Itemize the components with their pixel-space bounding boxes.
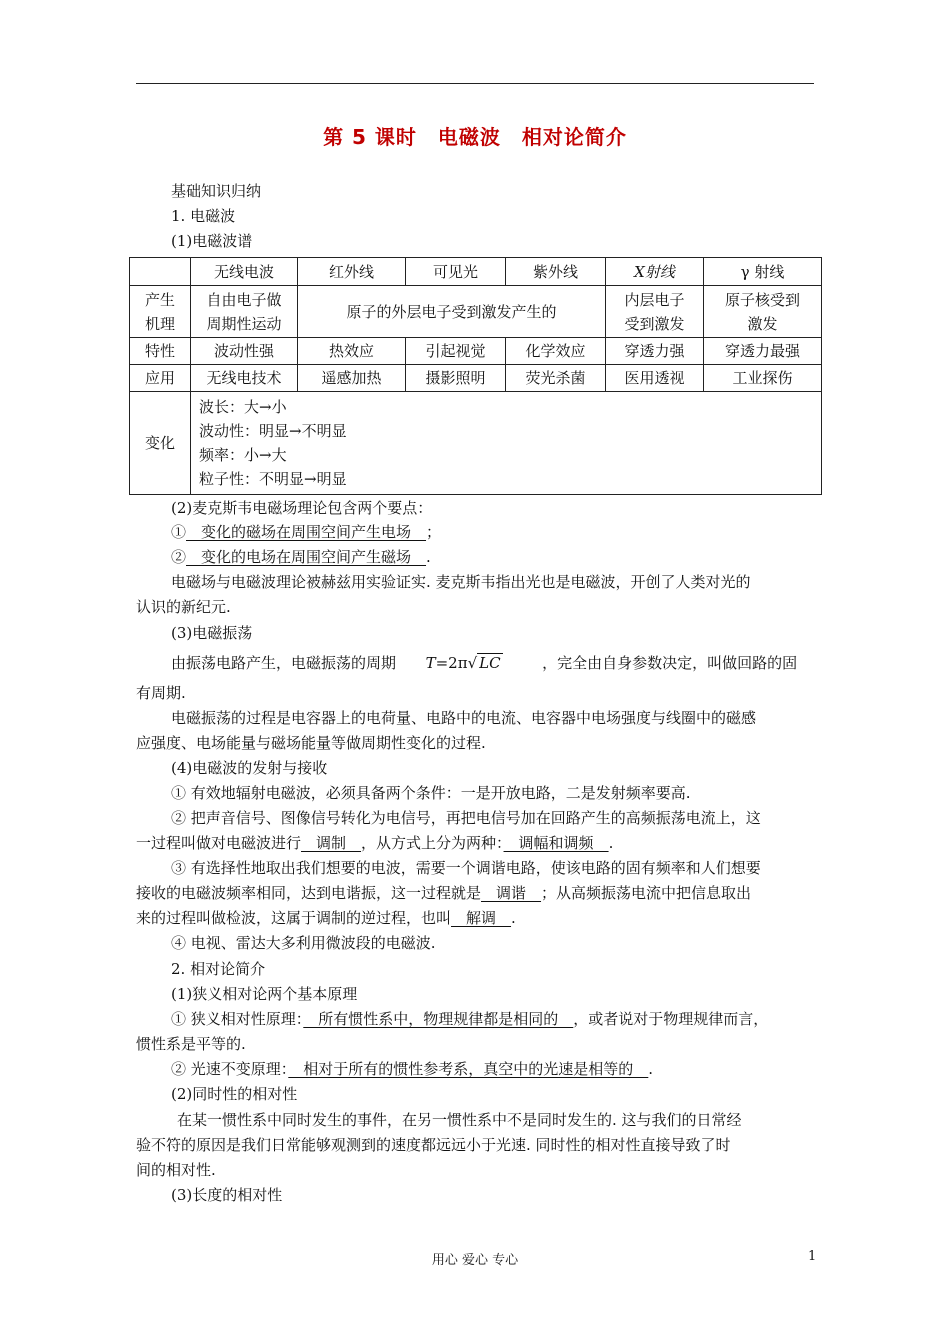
cell-line: 激发 [747, 314, 778, 333]
cell-line: 受到激发 [624, 314, 685, 333]
table-cell: 化学效应 [506, 338, 606, 365]
text: ① [171, 523, 187, 541]
cell-line: 产生 [144, 290, 175, 309]
table-cell: 穿透力强 [606, 338, 704, 365]
spectrum-table [129, 257, 822, 495]
text: ； [426, 523, 442, 541]
paragraph-line [136, 833, 613, 853]
cell-line: 周期性运动 [206, 314, 282, 333]
table-cell [191, 392, 822, 495]
cell-line: 原子核受到 [724, 290, 800, 309]
paragraph-line: 在某一惯性系中同时发生的事件，在另一惯性系中不是同时发生的. 这与我们的日常经 [177, 1111, 742, 1129]
paragraph-line: ④ 电视、雷达大多利用微波段的电磁波. [171, 934, 436, 952]
paragraph-line [136, 908, 516, 928]
fill-blank: 变化的磁场在周围空间产生电场 [186, 523, 427, 541]
cell-line: 波长：大→小 [199, 398, 287, 416]
table-cell: 引起视觉 [406, 338, 506, 365]
paragraph-line: 电磁振荡的过程是电容器上的电荷量、电路中的电流、电容器中电场强度与线圈中的磁感 [171, 709, 757, 727]
table-row-feature [130, 338, 822, 365]
cell-line: 波动性：明显→不明显 [199, 422, 347, 440]
paragraph-line: 惯性系是平等的. [136, 1035, 246, 1053]
page-footer: 用心 爱心 专心 [431, 1253, 519, 1268]
text: ① 狭义相对性原理： [171, 1010, 304, 1028]
formula-radicand: LC [479, 654, 501, 672]
text: 接收的电磁波频率相同，达到电谐振，这一过程就是 [136, 884, 482, 902]
fill-blank: 所有惯性系中，物理规律都是相同的 [303, 1010, 574, 1028]
subsection-1-2: (2)麦克斯韦电磁场理论包含两个要点： [171, 499, 433, 517]
fill-blank: 变化的电场在周围空间产生磁场 [186, 548, 427, 566]
paragraph-line [171, 1059, 653, 1079]
subsection-2-1: (1)狭义相对论两个基本原理 [171, 985, 358, 1003]
text: . [608, 834, 614, 852]
section-2-heading: 2. 相对论简介 [171, 960, 266, 978]
table-cell [130, 258, 191, 286]
table-row-change [130, 392, 822, 495]
table-row-use [130, 365, 822, 392]
table-cell: 医用透视 [606, 365, 704, 392]
text: . [426, 548, 431, 566]
table-cell: 遥感加热 [298, 365, 406, 392]
table-cell: 热效应 [298, 338, 406, 365]
paragraph-line: ② 把声音信号、图像信号转化为电信号，再把电信号加在回路产生的高频振荡电流上，这 [171, 809, 761, 827]
subsection-2-3: (3)长度的相对性 [171, 1186, 283, 1204]
fill-blank: 调制 [301, 834, 362, 852]
paragraph-line: 认识的新纪元. [136, 598, 231, 616]
text: 由振荡电路产生，电磁振荡的周期 [171, 654, 397, 672]
subsection-2-2: (2)同时性的相对性 [171, 1085, 298, 1103]
subsection-1-4: (4)电磁波的发射与接收 [171, 759, 328, 777]
table-cell: γ 射线 [704, 258, 822, 286]
maxwell-point-2 [171, 547, 431, 567]
subsection-1-3: (3)电磁振荡 [171, 624, 253, 642]
formula-equals: =2π [435, 654, 468, 672]
subsection-1-1: (1)电磁波谱 [171, 232, 253, 250]
fill-blank: 解调 [451, 909, 512, 927]
paragraph-line: 电磁场与电磁波理论被赫兹用实验证实. 麦克斯韦指出光也是电磁波，开创了人类对光的 [171, 573, 751, 591]
text: 来的过程叫做检波，这属于调制的逆过程，也叫 [136, 909, 452, 927]
table-cell: X射线 [606, 258, 704, 286]
cell-line: 内层电子 [624, 290, 685, 309]
paragraph-line: 验不符的原因是我们日常能够观测到的速度都远远小于光速. 同时性的相对性直接导致了时 [136, 1136, 731, 1154]
table-cell: 紫外线 [506, 258, 606, 286]
paragraph-line: 应强度、电场能量与磁场能量等做周期性变化的过程. [136, 734, 486, 752]
paragraph-line [136, 883, 751, 903]
section-1-heading: 1. 电磁波 [171, 207, 236, 225]
table-cell: 无线电技术 [191, 365, 298, 392]
fill-blank: 调谐 [481, 884, 542, 902]
table-cell [704, 286, 822, 338]
formula-symbol: T [425, 654, 436, 672]
cell-line: 自由电子做 [206, 290, 282, 309]
header-rule [136, 83, 814, 84]
table-cell [191, 286, 298, 338]
paragraph-line [171, 1009, 768, 1029]
cell-line: 频率：小→大 [199, 446, 287, 464]
section-heading: 基础知识归纳 [171, 182, 262, 200]
table-cell [606, 286, 704, 338]
text: ② [171, 548, 187, 566]
text: 一过程叫做对电磁波进行 [136, 834, 302, 852]
page-number: 1 [808, 1249, 817, 1264]
fill-blank: 调幅和调频 [503, 834, 609, 852]
table-row-mechanism [130, 286, 822, 338]
table-cell: 原子的外层电子受到激发产生的 [298, 286, 606, 338]
text: ，从方式上分为两种： [361, 834, 504, 852]
table-cell: 摄影照明 [406, 365, 506, 392]
fill-blank: 相对于所有的惯性参考系，真空中的光速是相等的 [288, 1060, 649, 1078]
text: ，或者说对于物理规律而言， [573, 1010, 769, 1028]
page-title: 第 5 课时 电磁波 相对论简介 [323, 125, 627, 149]
paragraph-line: 有周期. [136, 684, 186, 702]
paragraph-line: ① 有效地辐射电磁波，必须具备两个条件：一是开放电路，二是发射频率要高. [171, 784, 691, 802]
period-formula: T=2π√ LC [425, 654, 501, 672]
table-cell: 变化 [130, 392, 191, 495]
cell-line: 机理 [144, 314, 175, 333]
table-cell: 荧光杀菌 [506, 365, 606, 392]
text: . [648, 1060, 654, 1078]
paragraph-line: ③ 有选择性地取出我们想要的电波，需要一个调谐电路，使该电路的固有频率和人们想要 [171, 859, 761, 877]
text: . [511, 909, 516, 927]
table-cell: 无线电波 [191, 258, 298, 286]
text: ，完全由自身参数决定，叫做回路的固 [542, 654, 798, 672]
cell-line: 粒子性：不明显→明显 [199, 470, 347, 488]
table-cell: 红外线 [298, 258, 406, 286]
maxwell-point-1 [171, 522, 441, 542]
table-cell: 特性 [130, 338, 191, 365]
table-cell: 波动性强 [191, 338, 298, 365]
table-cell: 穿透力最强 [704, 338, 822, 365]
table-cell: 工业探伤 [704, 365, 822, 392]
paragraph-line: 间的相对性. [136, 1161, 216, 1179]
table-cell: 可见光 [406, 258, 506, 286]
text: ；从高频振荡电流中把信息取出 [541, 884, 752, 902]
table-cell: 应用 [130, 365, 191, 392]
table-cell [130, 286, 191, 338]
table-header-row [130, 258, 822, 286]
paragraph-line [171, 653, 797, 673]
text: ② 光速不变原理： [171, 1060, 289, 1078]
